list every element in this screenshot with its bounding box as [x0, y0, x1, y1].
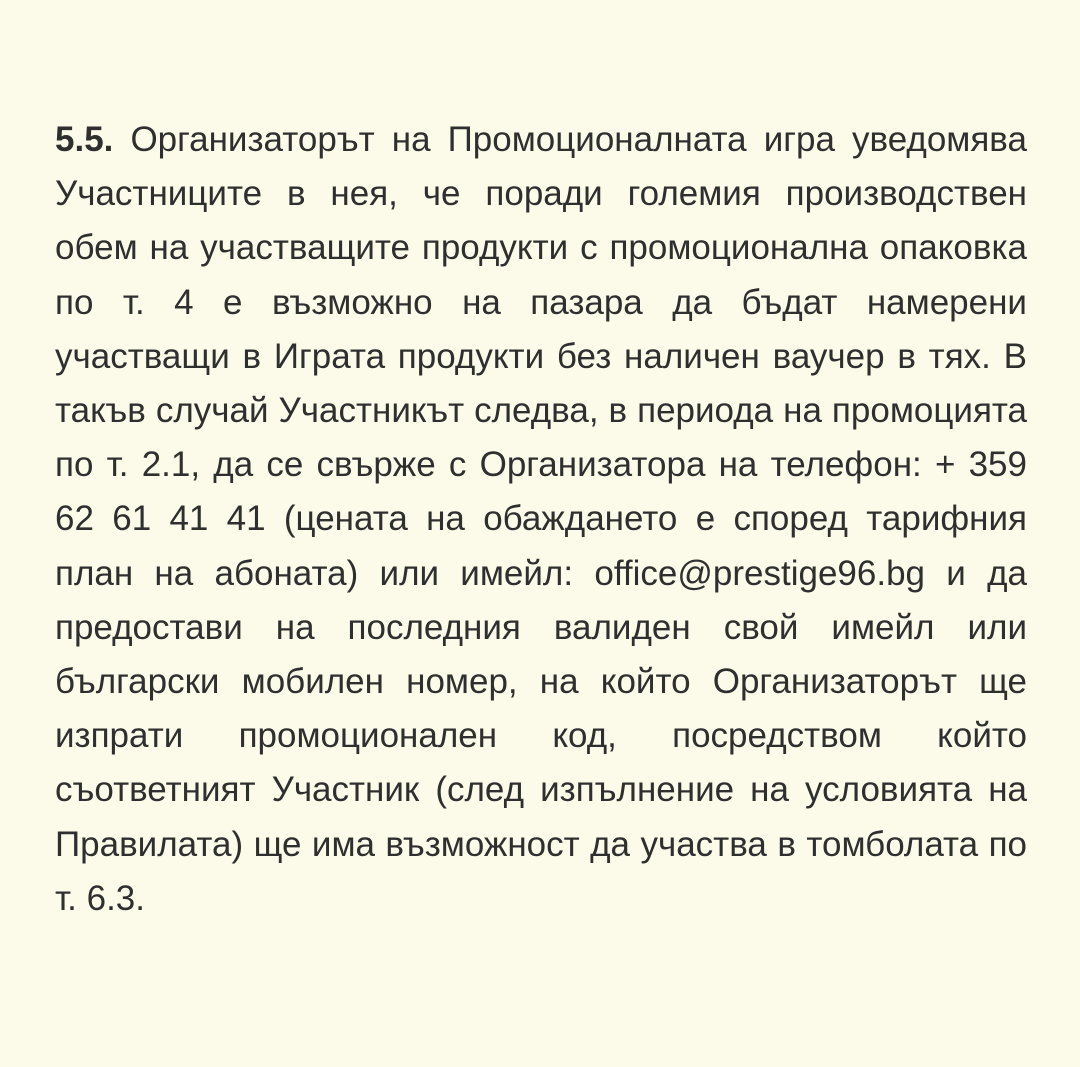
clause-text-after-email: и да предостави на последния валиден свой имейл или български мобилен номер, на който Организаторът ще изпрати промоционален код, посредством който съответният Участник (след изпълнение на условията на Правилата) ще има възможност да участва в томболата по т. 6.3.: [55, 553, 1027, 918]
clause-text-before-email: Организаторът на Промоционалната игра уведомява Участниците в нея, че поради големия производствен обем на участващите продукти с промоционална опаковка по т. 4 е възможно на пазара да бъдат намерени участващи в Играта продукти без наличен ваучер в тях. В такъв случай Участникът следва, в периода на промоцията по т. 2.1, да се свърже с Организатора на телефон: + 359 62 61 41 41 (цената на обаждането е според тарифния план на абоната) или имейл:: [55, 120, 1027, 593]
clause-paragraph: [55, 113, 1027, 926]
email-link[interactable]: office@prestige96.bg: [594, 553, 926, 593]
clause-number: 5.5.: [55, 120, 114, 159]
